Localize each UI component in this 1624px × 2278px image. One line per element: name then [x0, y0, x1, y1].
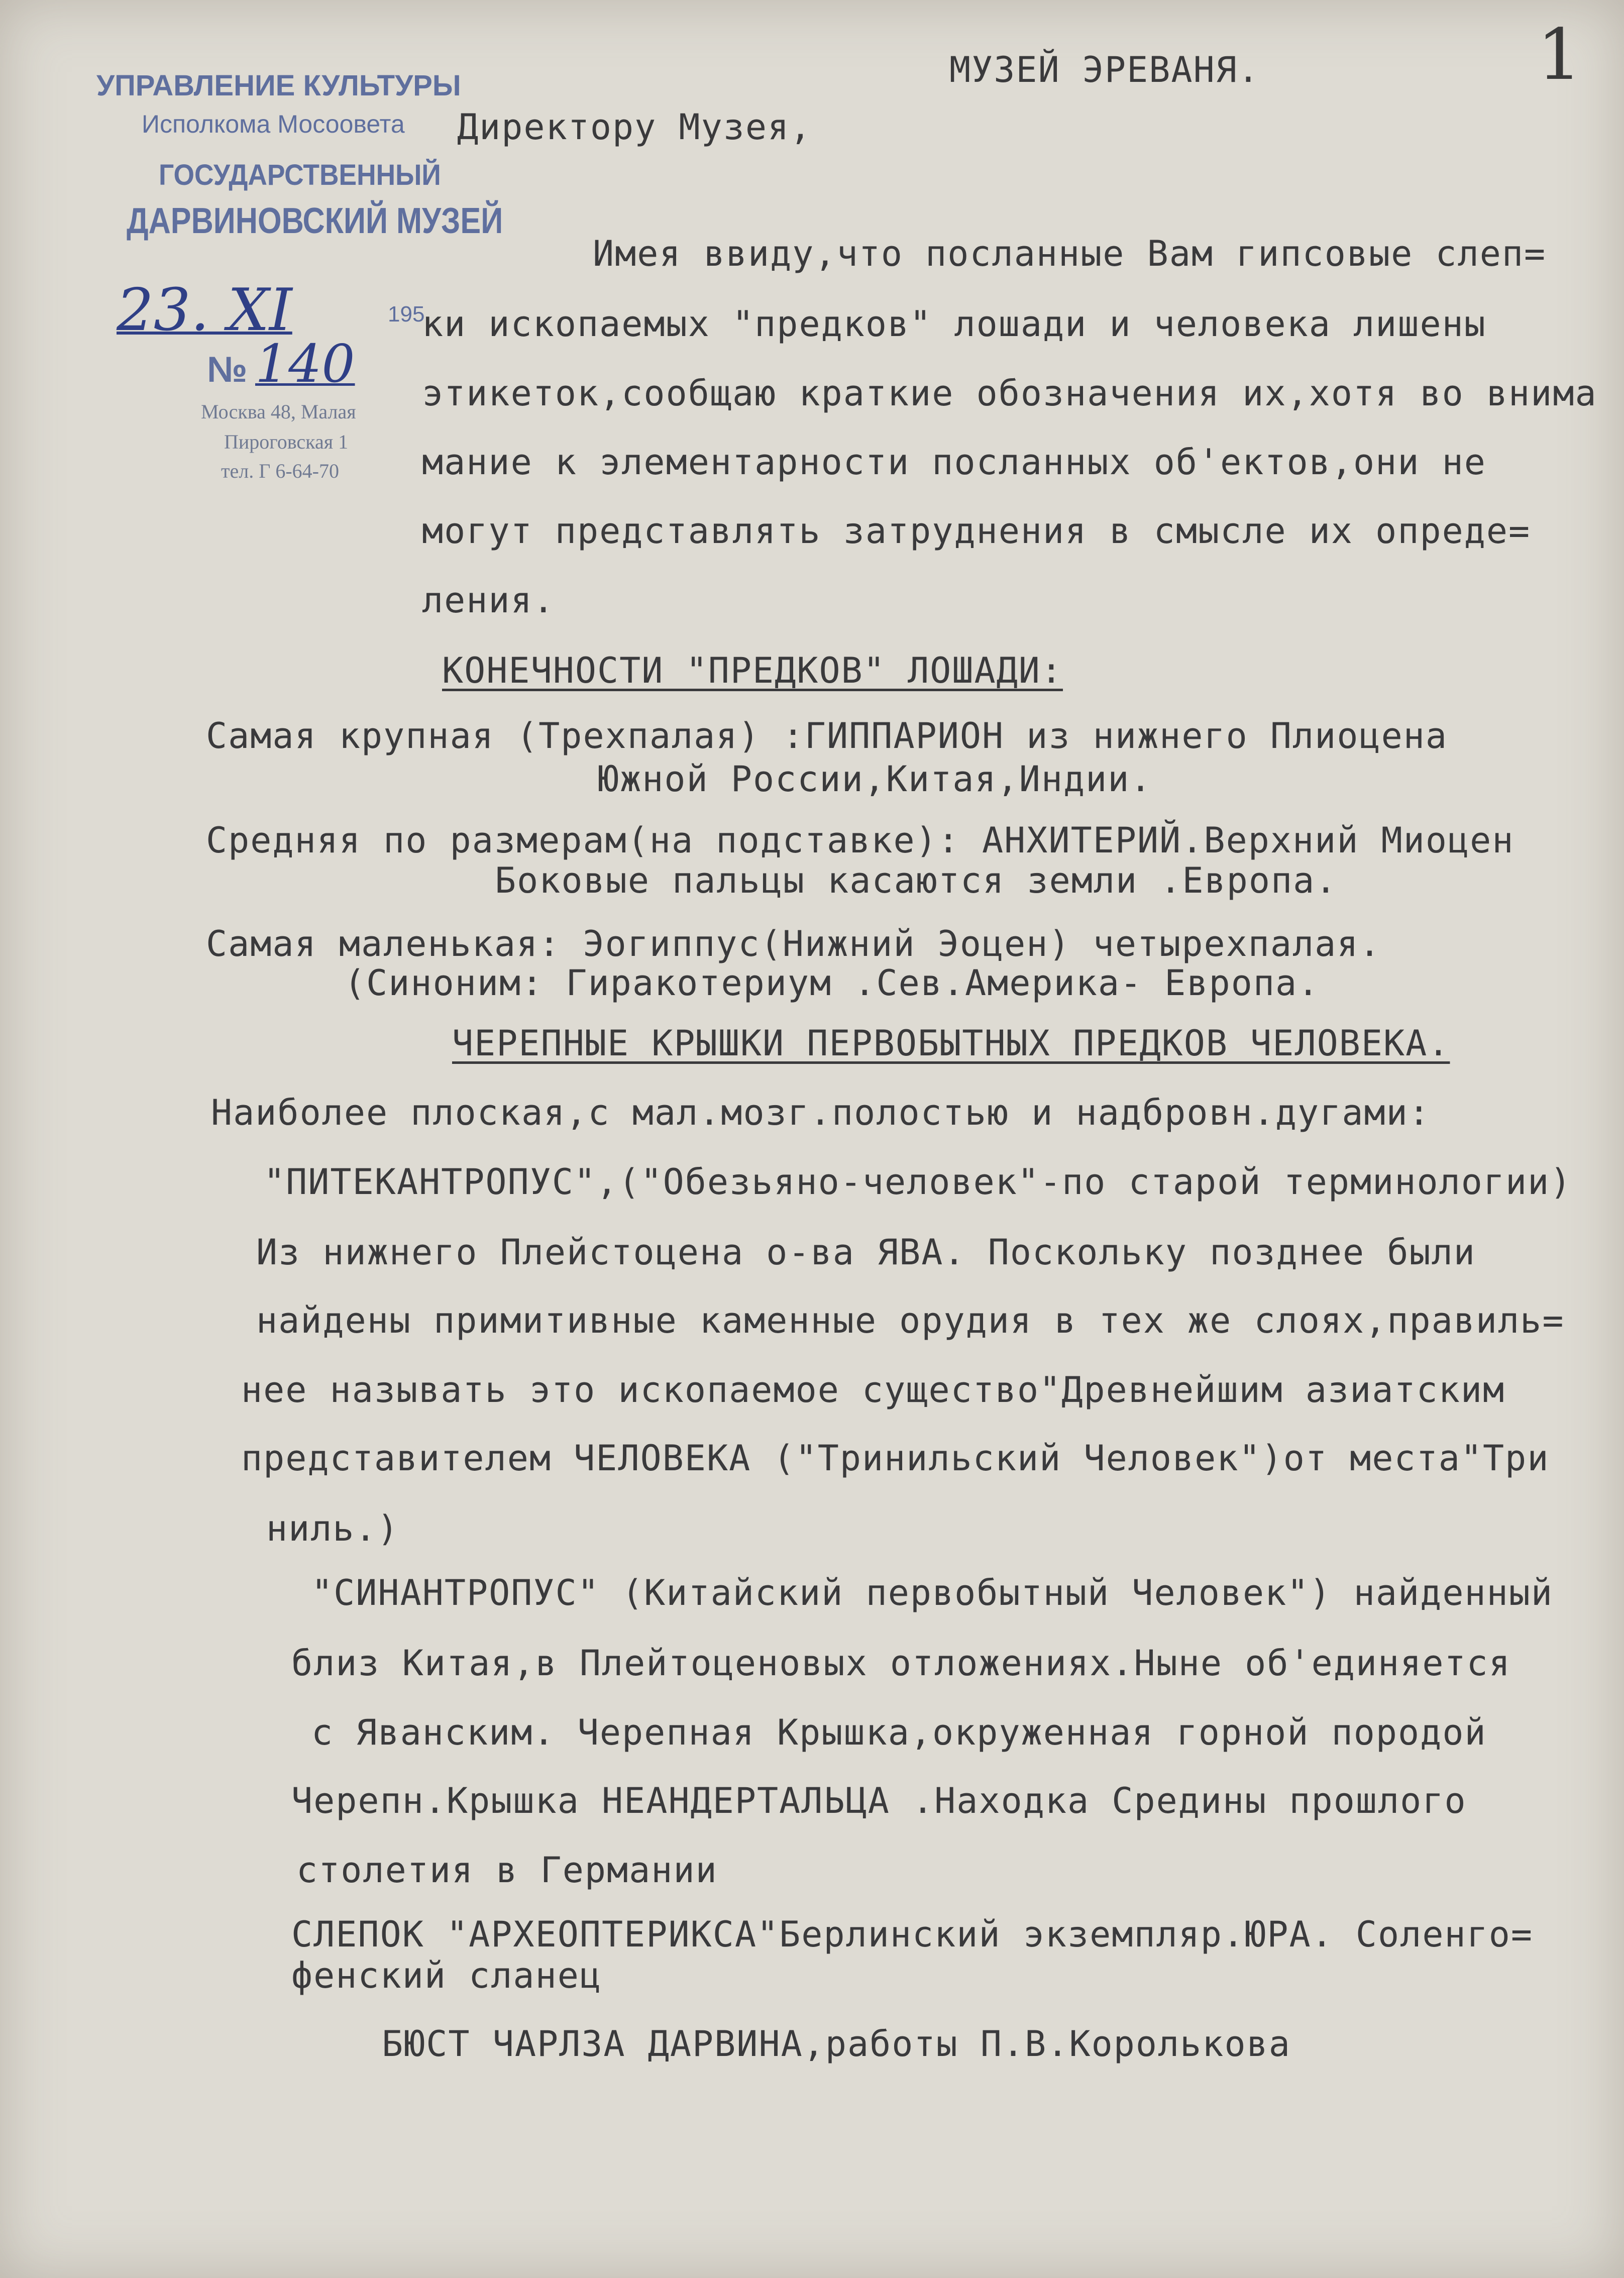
- list-item: (Синоним: Гиракотериум .Сев.Америка- Европа.: [344, 962, 1320, 1004]
- list-item: Южной России,Китая,Индии.: [598, 758, 1152, 800]
- stamp-date-handwritten: 23. XI: [117, 276, 292, 344]
- stamp-line-2: Исполкома Мосоовета: [142, 110, 405, 138]
- human-section-heading: ЧЕРЕПНЫЕ КРЫШКИ ПЕРВОБЫТНЫХ ПРЕДКОВ ЧЕЛОВЕКА.: [452, 1023, 1450, 1064]
- stamp-line-3: ГОСУДАРСТВЕННЫЙ: [159, 159, 441, 191]
- recipient-organization: МУЗЕЙ ЭРЕВАНЯ.: [949, 49, 1260, 90]
- stamp-line-4: ДАРВИНОВСКИЙ МУЗЕЙ: [127, 201, 503, 241]
- list-item: найдены примитивные каменные орудия в тех же слоях,правиль=: [256, 1300, 1565, 1341]
- body-line: мание к элементарности посланных об'ектов,они не: [422, 442, 1486, 483]
- list-item: близ Китая,в Плейтоценовых отложениях.Ныне об'единяется: [291, 1643, 1511, 1684]
- body-line: ки ископаемых "предков" лошади и человека лишены: [422, 303, 1486, 345]
- list-item: фенский сланец: [291, 1955, 602, 1996]
- list-item: Наиболее плоская,с мал.мозг.полостью и надбровн.дугами:: [211, 1092, 1431, 1133]
- body-line: ления.: [422, 580, 555, 621]
- page-number: 1: [1537, 14, 1582, 96]
- body-line: могут представлять затруднения в смысле их опреде=: [422, 510, 1531, 552]
- list-item: Самая крупная (Трехпалая) :ГИППАРИОН из нижнего Плиоцена: [206, 715, 1448, 756]
- list-item: с Яванским. Черепная Крышка,окруженная горной породой: [311, 1712, 1487, 1753]
- stamp-year: 195: [388, 302, 425, 327]
- list-item: Боковые пальцы касаются земли .Европа.: [495, 860, 1338, 901]
- recipient-title: Директору Музея,: [457, 106, 812, 148]
- list-item: ниль.): [266, 1508, 399, 1549]
- list-item: Из нижнего Плейстоцена о-ва ЯВА. Поскольку позднее были: [256, 1232, 1476, 1273]
- stamp-address-3: тел. Г 6-64-70: [221, 460, 339, 482]
- list-item: нее называть это ископаемое существо"Древнейшим азиатским: [241, 1369, 1505, 1411]
- list-item: Черепн.Крышка НЕАНДЕРТАЛЬЦА .Находка Средины прошлого: [291, 1780, 1467, 1821]
- list-item: Самая маленькая: Эогиппус(Нижний Эоцен) четырехпалая.: [206, 923, 1381, 964]
- list-item: "СИНАНТРОПУС" (Китайский первобытный Человек") найденный: [311, 1572, 1554, 1613]
- list-item: СЛЕПОК "АРХЕОПТЕРИКСА"Берлинский экземпляр.ЮРА. Соленго=: [291, 1914, 1534, 1955]
- stamp-address-1: Москва 48, Малая: [201, 400, 356, 423]
- list-item: "ПИТЕКАНТРОПУС",("Обезьяно-человек"-по старой терминологии): [264, 1161, 1572, 1203]
- body-line: этикеток,сообщаю краткие обозначения их,хотя во внима: [422, 373, 1597, 414]
- list-item: представителем ЧЕЛОВЕКА ("Тринильский Человек")от места"Три: [241, 1438, 1550, 1479]
- stamp-number-handwritten: 140: [255, 333, 355, 394]
- list-item: Средняя по размерам(на подставке): АНХИТЕРИЙ.Верхний Миоцен: [206, 820, 1514, 861]
- horse-section-heading: КОНЕЧНОСТИ "ПРЕДКОВ" ЛОШАДИ:: [442, 650, 1063, 691]
- body-line: Имея ввиду,что посланные Вам гипсовые слеп=: [593, 233, 1547, 274]
- list-item: столетия в Германии: [296, 1850, 718, 1891]
- stamp-line-1: УПРАВЛЕНИЕ КУЛЬТУРЫ: [96, 69, 461, 102]
- stamp-number-prefix: №: [207, 350, 248, 390]
- stamp-address-2: Пироговская 1: [224, 430, 349, 453]
- list-item: БЮСТ ЧАРЛЗА ДАРВИНА,работы П.В.Королькова: [382, 2023, 1291, 2065]
